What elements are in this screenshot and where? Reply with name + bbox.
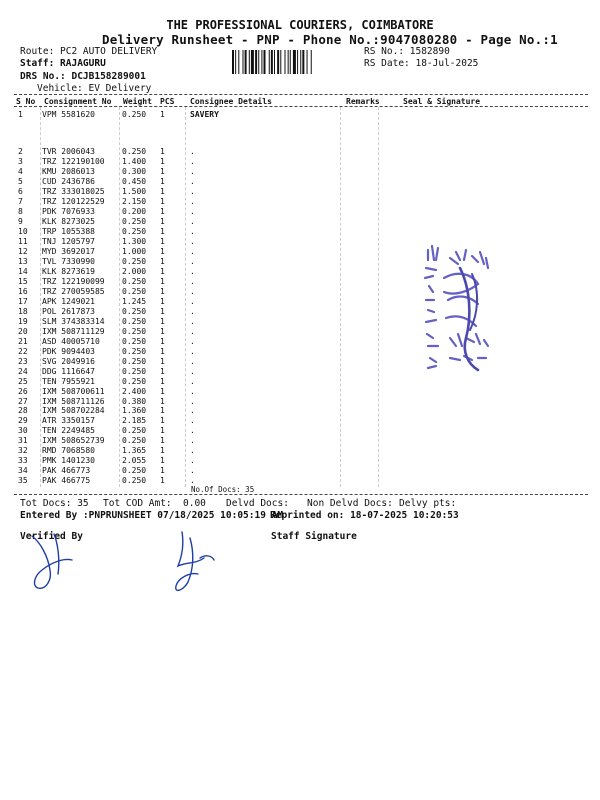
- table-row: [0, 237, 600, 247]
- row-weight: 0.250: [122, 326, 147, 336]
- row-pcs: 1: [160, 246, 165, 256]
- row-weight: 2.400: [122, 386, 147, 396]
- row-pcs: 1: [160, 216, 165, 226]
- row-weight: 0.380: [122, 396, 147, 406]
- route-label: Route: PC2 AUTO DELIVERY: [20, 46, 158, 57]
- row-consignment: KLK 8273025: [42, 216, 95, 226]
- row-consignment: SLM 374383314: [42, 316, 105, 326]
- row-consignee: .: [190, 326, 195, 336]
- row-weight: 0.250: [122, 376, 147, 386]
- row-consignee: .: [190, 416, 195, 426]
- row-consignment: KMU 2086013: [42, 166, 95, 176]
- row-consignee: .: [190, 376, 195, 386]
- row-weight: 1.360: [122, 406, 147, 416]
- row-consignment: IXM 508652739: [42, 436, 105, 446]
- rs-number: RS No.: 1582890: [364, 46, 450, 57]
- row-sno: 10: [18, 226, 28, 236]
- row-sno: 26: [18, 386, 28, 396]
- row-consignee: .: [190, 316, 195, 326]
- table-row: [0, 177, 600, 187]
- row-sno: 8: [18, 206, 23, 216]
- row-sno: 28: [18, 406, 28, 416]
- delvd-docs: Delvd Docs:: [226, 498, 289, 509]
- barcode: [232, 50, 354, 74]
- row-sno: 2: [18, 147, 23, 156]
- row-consignment: IXM 508702284: [42, 406, 105, 416]
- table-row: [0, 307, 600, 317]
- table-row: [0, 277, 600, 287]
- row-weight: 0.250: [122, 216, 147, 226]
- row-consignment: APK 1249021: [42, 296, 95, 306]
- row-pcs: 1: [160, 306, 165, 316]
- table-row: [0, 337, 600, 347]
- row-consignee: .: [190, 216, 195, 226]
- row-sno: 22: [18, 346, 28, 356]
- row-pcs: 1: [160, 406, 165, 416]
- non-delvd-docs: Non Delvd Docs:: [307, 498, 393, 509]
- row-consignment: PDK 9094403: [42, 346, 95, 356]
- tot-docs: Tot Docs: 35: [20, 498, 89, 509]
- row-sno: 34: [18, 466, 28, 476]
- row-consignee: .: [190, 286, 195, 296]
- row-weight: 1.000: [122, 246, 147, 256]
- row-consignment: RMD 7068580: [42, 446, 95, 456]
- row-sno: 29: [18, 416, 28, 426]
- row-weight: 0.250: [122, 286, 147, 296]
- table-row: [0, 347, 600, 357]
- row-consignee: .: [190, 356, 195, 366]
- staff-signature-label: Staff Signature: [271, 531, 357, 542]
- row-pcs: 1: [160, 266, 165, 276]
- row-consignee: .: [190, 406, 195, 416]
- table-row: [0, 197, 600, 207]
- row-weight: 0.250: [122, 306, 147, 316]
- row-sno: 12: [18, 246, 28, 256]
- vehicle-label: Vehicle: EV Delivery: [37, 83, 152, 94]
- reprinted-on: Reprinted on: 18-07-2025 10:20:53: [270, 510, 459, 521]
- drs-number: DRS No.: DCJB158289001: [20, 71, 146, 82]
- header-top-rule: [14, 94, 588, 95]
- table-row: [0, 227, 600, 237]
- row-pcs: 1: [160, 356, 165, 366]
- row-sno: 11: [18, 236, 28, 246]
- row-pcs: 1: [160, 276, 165, 286]
- row-sno: 6: [18, 186, 23, 196]
- table-row: [0, 147, 600, 157]
- row-consignee: .: [190, 156, 195, 166]
- row-pcs: 1: [160, 166, 165, 176]
- row-consignee: .: [190, 436, 195, 446]
- row-sno: 3: [18, 156, 23, 166]
- row-sno: 30: [18, 426, 28, 436]
- table-row: [0, 426, 600, 436]
- table-row: [0, 110, 600, 120]
- row-pcs: 1: [160, 256, 165, 266]
- row-sno: 20: [18, 326, 28, 336]
- row-weight: 0.250: [122, 316, 147, 326]
- row-weight: 0.250: [122, 226, 147, 236]
- row-sno: 19: [18, 316, 28, 326]
- no-of-docs: No.Of Docs: 35: [191, 485, 255, 494]
- row-consignment: TEN 7955921: [42, 376, 95, 386]
- row-consignment: TVL 7330990: [42, 256, 95, 266]
- row-weight: 0.250: [122, 256, 147, 266]
- row-consignment: PAK 466775: [42, 476, 91, 486]
- row-consignee: .: [190, 266, 195, 276]
- row-pcs: 1: [160, 456, 165, 466]
- col-weight: Weight: [123, 97, 152, 106]
- row-sno: 4: [18, 166, 23, 176]
- table-row: [0, 367, 600, 377]
- table-row: [0, 157, 600, 167]
- row-pcs: 1: [160, 466, 165, 476]
- table-row: [0, 287, 600, 297]
- row-consignment: TRZ 333018025: [42, 186, 105, 196]
- table-row: [0, 456, 600, 466]
- row-pcs: 1: [160, 396, 165, 406]
- table-row: [0, 397, 600, 407]
- row-consignment: CUD 2436786: [42, 176, 95, 186]
- table-row: [0, 446, 600, 456]
- table-row: [0, 466, 600, 476]
- row-consignee: .: [190, 276, 195, 286]
- row-consignee: .: [190, 147, 195, 156]
- row-pcs: 1: [160, 296, 165, 306]
- row-sno: 13: [18, 256, 28, 266]
- delvy-pts: Delvy pts:: [399, 498, 457, 509]
- row-pcs: 1: [160, 186, 165, 196]
- table-row: [0, 187, 600, 197]
- verified-by-label: Verified By: [20, 531, 83, 542]
- row-consignee: .: [190, 176, 195, 186]
- row-consignment: TVR 2006043: [42, 147, 95, 156]
- row-consignment: MYD 3692017: [42, 246, 95, 256]
- row-consignment: IXM 508711129: [42, 326, 105, 336]
- row-sno: 25: [18, 376, 28, 386]
- row-consignee: .: [190, 426, 195, 436]
- row-weight: 1.400: [122, 156, 147, 166]
- row-consignee: .: [190, 466, 195, 476]
- table-row: [0, 416, 600, 426]
- row-consignee: .: [190, 166, 195, 176]
- row-pcs: 1: [160, 416, 165, 426]
- row-pcs: 1: [160, 236, 165, 246]
- row-consignee: .: [190, 336, 195, 346]
- row-pcs: 1: [160, 316, 165, 326]
- row-weight: 2.150: [122, 196, 147, 206]
- company-title: THE PROFESSIONAL COURIERS, COIMBATORE: [166, 18, 434, 32]
- row-pcs: 1: [160, 156, 165, 166]
- row-consignment: TEN 2249485: [42, 426, 95, 436]
- row-pcs: 1: [160, 147, 165, 156]
- row-pcs: 1: [160, 336, 165, 346]
- row-sno: 31: [18, 436, 28, 446]
- row-weight: 1.500: [122, 186, 147, 196]
- row-consignee: .: [190, 456, 195, 466]
- row-sno: 7: [18, 196, 23, 206]
- row-sno: 14: [18, 266, 28, 276]
- row-sno: 32: [18, 446, 28, 456]
- row-weight: 0.250: [122, 366, 147, 376]
- row-consignee: .: [190, 196, 195, 206]
- row-weight: 2.055: [122, 456, 147, 466]
- row-pcs: 1: [160, 346, 165, 356]
- table-row: [0, 247, 600, 257]
- row-weight: 2.185: [122, 416, 147, 426]
- row-weight: 0.300: [122, 166, 147, 176]
- verified-by-signature: [28, 528, 78, 594]
- tot-cod-label: Tot COD Amt:: [103, 498, 172, 509]
- row-consignee: .: [190, 256, 195, 266]
- row-pcs: 1: [160, 226, 165, 236]
- table-row: [0, 297, 600, 307]
- row-weight: 0.250: [122, 276, 147, 286]
- row-consignee: .: [190, 306, 195, 316]
- row-sno: 1: [18, 110, 23, 119]
- row-pcs: 1: [160, 110, 165, 119]
- table-row: [0, 357, 600, 367]
- row-pcs: 1: [160, 476, 165, 486]
- row-consignment: PAK 466773: [42, 466, 91, 476]
- table-row: [0, 217, 600, 227]
- row-consignee: .: [190, 186, 195, 196]
- row-consignment: IXM 508711126: [42, 396, 105, 406]
- row-consignment: PMK 1401230: [42, 456, 95, 466]
- row-pcs: 1: [160, 196, 165, 206]
- row-pcs: 1: [160, 286, 165, 296]
- row-consignment: TRZ 270059585: [42, 286, 105, 296]
- col-consignment: Consignment No: [44, 97, 112, 106]
- row-weight: 0.250: [122, 346, 147, 356]
- table-row: [0, 317, 600, 327]
- row-consignee: .: [190, 246, 195, 256]
- row-consignment: DDG 1116647: [42, 366, 95, 376]
- row-sno: 9: [18, 216, 23, 226]
- row-sno: 35: [18, 476, 28, 486]
- row-weight: 1.365: [122, 446, 147, 456]
- table-row: [0, 387, 600, 397]
- row-consignment: VPM 5581620: [42, 110, 95, 119]
- row-weight: 0.250: [122, 426, 147, 436]
- row-pcs: 1: [160, 386, 165, 396]
- table-row: [0, 406, 600, 416]
- row-sno: 23: [18, 356, 28, 366]
- row-consignee: .: [190, 296, 195, 306]
- header-bottom-rule: [14, 106, 588, 107]
- col-pcs: PCS: [160, 97, 175, 106]
- row-sno: 24: [18, 366, 28, 376]
- row-pcs: 1: [160, 376, 165, 386]
- runsheet-subtitle: Delivery Runsheet - PNP - Phone No.:9047080280 - Page No.:1: [102, 32, 558, 47]
- tot-cod-value: 0.00: [183, 498, 206, 509]
- row-sno: 18: [18, 306, 28, 316]
- row-consignment: KLK 8273619: [42, 266, 95, 276]
- table-row: [0, 167, 600, 177]
- row-sno: 17: [18, 296, 28, 306]
- row-pcs: 1: [160, 436, 165, 446]
- row-sno: 21: [18, 336, 28, 346]
- entered-by: Entered By :PNPRUNSHEET 07/18/2025 10:05:19 AM: [20, 510, 284, 521]
- row-consignment: ATR 3350157: [42, 416, 95, 426]
- row-sno: 15: [18, 276, 28, 286]
- row-consignee: .: [190, 476, 195, 486]
- row-sno: 33: [18, 456, 28, 466]
- row-sno: 5: [18, 176, 23, 186]
- row-consignment: PDK 7076933: [42, 206, 95, 216]
- row-weight: 0.200: [122, 206, 147, 216]
- row-consignee: .: [190, 386, 195, 396]
- row-consignee: .: [190, 366, 195, 376]
- row-consignment: IXM 508700611: [42, 386, 105, 396]
- row-sno: 27: [18, 396, 28, 406]
- row-weight: 0.250: [122, 436, 147, 446]
- table-row: [0, 436, 600, 446]
- row-weight: 0.250: [122, 356, 147, 366]
- row-consignment: TRZ 120122529: [42, 196, 105, 206]
- row-consignment: TNJ 1205797: [42, 236, 95, 246]
- row-consignee: SAVERY: [190, 110, 219, 119]
- row-consignee: .: [190, 226, 195, 236]
- row-pcs: 1: [160, 326, 165, 336]
- col-remarks: Remarks: [346, 97, 380, 106]
- row-consignment: TRZ 122190100: [42, 156, 105, 166]
- row-weight: 0.250: [122, 476, 147, 486]
- row-weight: 1.245: [122, 296, 147, 306]
- staff-signature-scribble: [170, 528, 220, 598]
- row-consignee: .: [190, 346, 195, 356]
- row-consignment: TRZ 122190099: [42, 276, 105, 286]
- row-sno: 16: [18, 286, 28, 296]
- row-consignee: .: [190, 446, 195, 456]
- row-weight: 0.450: [122, 176, 147, 186]
- row-weight: 2.000: [122, 266, 147, 276]
- row-pcs: 1: [160, 426, 165, 436]
- table-row: [0, 267, 600, 277]
- row-pcs: 1: [160, 446, 165, 456]
- row-consignment: ASD 40005710: [42, 336, 100, 346]
- row-consignee: .: [190, 396, 195, 406]
- row-pcs: 1: [160, 206, 165, 216]
- table-row: [0, 327, 600, 337]
- col-seal: Seal & Signature: [403, 97, 481, 106]
- table-row: [0, 476, 600, 486]
- row-consignee: .: [190, 236, 195, 246]
- row-consignment: TRP 1055388: [42, 226, 95, 236]
- col-sno: S No: [16, 97, 36, 106]
- row-pcs: 1: [160, 176, 165, 186]
- col-consignee: Consignee Details: [190, 97, 272, 106]
- row-consignee: .: [190, 206, 195, 216]
- row-pcs: 1: [160, 366, 165, 376]
- row-consignment: POL 2617873: [42, 306, 95, 316]
- row-weight: 1.300: [122, 236, 147, 246]
- table-row: [0, 257, 600, 267]
- row-weight: 0.250: [122, 336, 147, 346]
- row-consignment: SVG 2049916: [42, 356, 95, 366]
- row-weight: 0.250: [122, 466, 147, 476]
- table-bottom-rule: [14, 494, 588, 495]
- table-row: [0, 377, 600, 387]
- delivery-stamp-image: [420, 238, 498, 384]
- rs-date: RS Date: 18-Jul-2025: [364, 58, 479, 69]
- table-row: [0, 207, 600, 217]
- staff-label: Staff: RAJAGURU: [20, 58, 106, 69]
- row-weight: 0.250: [122, 110, 147, 119]
- row-weight: 0.250: [122, 147, 147, 156]
